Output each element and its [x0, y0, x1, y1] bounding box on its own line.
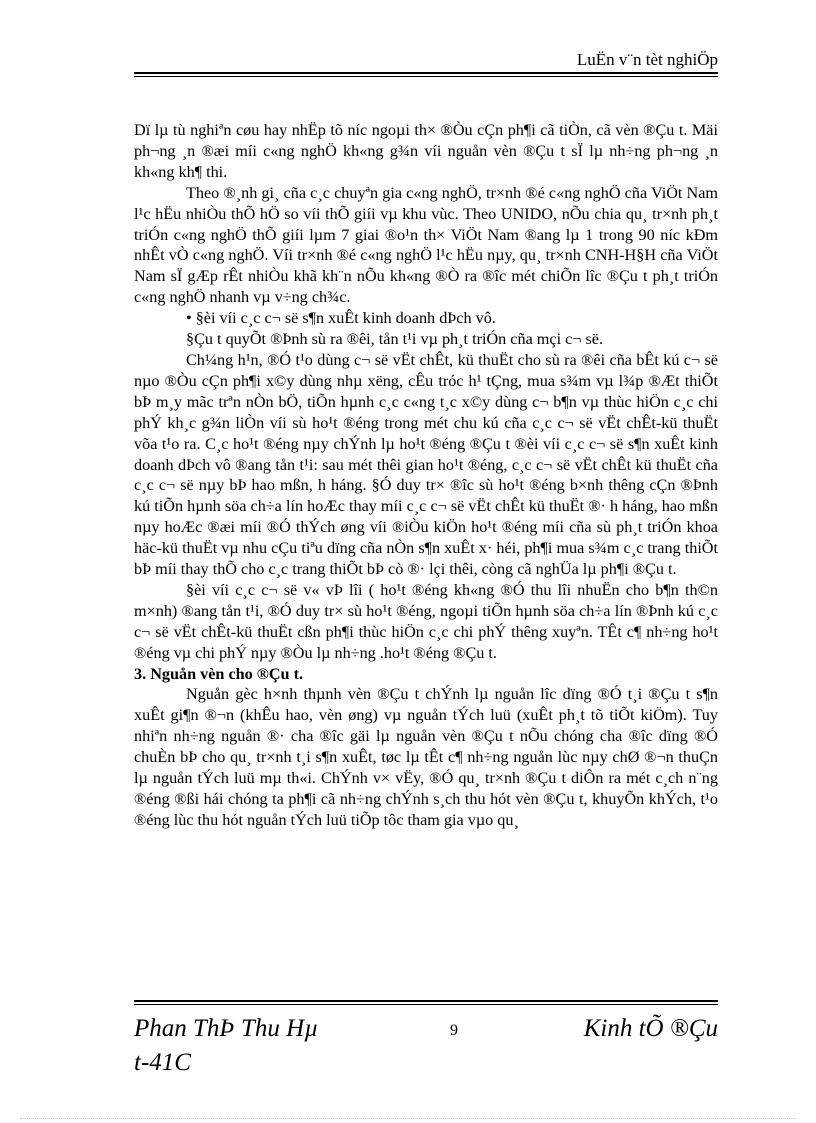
paragraph-3: §Çu t quyÕt ®Þnh sù ra ®êi, tån t¹i vµ ph¸t triÓn cña mçi c¬ së.	[186, 330, 604, 349]
footer-rule-thin	[134, 1004, 718, 1005]
footer-author-name: Phan ThÞ Thu Hµ	[134, 1015, 319, 1042]
footer-author-class: t-41C	[134, 1049, 191, 1076]
paragraph-6: Nguån gèc h×nh thµnh vèn ®Çu t chÝnh lµ nguån lîc dïng ®Ó t¸i ®Çu t s¶n xuÊt gi¶n ®¬n (khÊu hao, vèn øng) vµ nguån tÝch luü (xuÊt ph¸t tõ tiÕt kiÖm). Tuy nhiªn nh÷ng nguån ®· cha ®îc gäi lµ nguån vèn ®Çu t nÕu chóng cha ®îc dïng ®Ó chuÈn bÞ cho qu¸ tr×nh t¸i s¶n xuÊt, tøc lµ tÊt c¶ nh÷ng nguån lùc nµy chØ ®¬n thuÇn lµ nguån tÝch luü mµ th«i. ChÝnh v× vËy, ®Ó qu¸ tr×nh ®Çu t diÔn ra mét c¸ch n¨ng ®éng ®ßi hái chóng ta ph¶i cã nh÷ng chÝnh s¸ch thu hót vèn ®Çu t, khuyÕn khÝch, t¹o ®éng lùc thu hót nguån tÝch luü tiÕp tôc tham gia vµo qu¸	[134, 685, 718, 829]
header-rule-thin	[134, 76, 718, 77]
bullet-item: • §èi víi c¸c c¬ së s¶n xuÊt kinh doanh dÞch vô.	[186, 309, 496, 328]
paragraph-5: §èi víi c¸c c¬ së v« vÞ lîi ( ho¹t ®éng kh«ng ®Ó thu lîi nhuËn cho b¶n th©n m×nh) ®ang tån t¹i, ®Ó duy tr× sù ho¹t ®éng, ngoµi tiÕn hµnh söa ch÷a lín ®Þnh kú c¸c c¬ së vËt chÊt-kü thuËt cßn ph¶i thùc hiÖn c¸c chi phÝ thêng xuyªn. TÊt c¶ nh÷ng ho¹t ®éng vµ chi phÝ nµy ®Òu lµ nh÷ng .ho¹t ®éng ®Çu t.	[134, 580, 718, 662]
footer-rule-thick	[134, 1000, 718, 1002]
page-body	[134, 120, 718, 831]
running-header-title: LuËn v¨n tèt nghiÖp	[576, 50, 718, 69]
paragraph-1: Dï lµ tù nghiªn cøu hay nhËp tõ níc ngoµi th× ®Òu cÇn ph¶i cã tiÒn, cã vèn ®Çu t. Mäi ph¬ng ¸n ®æi míi c«ng nghÖ kh«ng g¾n víi nguån vèn ®Çu t sÏ lµ nh÷ng ph¬ng ¸n kh«ng kh¶ thi.	[134, 121, 718, 181]
page-number: 9	[450, 1022, 458, 1039]
footer-author-block	[134, 1012, 374, 1080]
paragraph-2: Theo ®¸nh gi¸ cña c¸c chuyªn gia c«ng nghÖ, tr×nh ®é c«ng nghÖ cña ViÖt Nam l¹c hËu nhiÒu thÕ hÖ so víi thÕ giíi vµ khu vùc. Theo UNIDO, nÕu chia qu¸ tr×nh ph¸t triÓn c«ng nghÖ thÕ giíi lµm 7 giai ®o¹n th× ViÖt Nam ®ang lµ 1 trong 90 níc kÐm nhÊt vÒ c«ng nghÖ. Víi tr×nh ®é c«ng nghÖ l¹c hËu nµy, qu¸ tr×nh CNH-H§H cña ViÖt Nam sÏ gÆp rÊt nhiÒu khã kh¨n nÕu kh«ng ®Ò ra ®îc mét chiÕn lîc ®Çu t ph¸t triÓn c«ng nghÖ nhanh vµ v÷ng ch¾c.	[134, 183, 718, 307]
page-edge-divider	[20, 1118, 796, 1119]
footer-major: Kinh tÕ ®Çu	[583, 1015, 718, 1042]
header-rule-thick	[134, 72, 718, 74]
section-heading: 3. Nguån vèn cho ®Çu t.	[134, 664, 304, 683]
paragraph-4: Ch¼ng h¹n, ®Ó t¹o dùng c¬ së vËt chÊt, kü thuËt cho sù ra ®êi cña bÊt kú c¬ së nµo ®Òu cÇn ph¶i x©y dùng nhµ xëng, cÊu tróc h¹ tÇng, mua s¾m vµ l¾p ®Æt thiÕt bÞ m¸y mãc trªn nÒn bÖ, tiÕn hµnh c¸c c«ng t¸c x©y dùng c¬ b¶n vµ thùc hiÖn c¸c chi phÝ kh¸c g¾n liÒn víi sù ho¹t ®éng trong mét chu kú cña c¸c c¬ së vËt chÊt-kü thuËt võa t¹o ra. C¸c ho¹t ®éng nµy chÝnh lµ ho¹t ®éng ®Çu t ®èi víi c¸c c¬ së s¶n xuÊt kinh doanh dÞch vô ®ang tån t¹i: sau mét thêi gian ho¹t ®éng, c¸c c¬ së vËt chÊt kü thuËt cña c¸c c¬ së nµy bÞ hao mßn, h háng. §Ó duy tr× ®îc sù ho¹t ®éng b×nh thêng cÇn ®Þnh kú tiÕn hµnh söa ch÷a lín hoÆc thay míi c¸c c¬ së vËt chÊt kü thuËt ®· h háng, hao mßn nµy hoÆc ®æi míi ®Ó thÝch øng víi ®iÒu kiÖn ho¹t ®éng míi cña sù ph¸t triÓn khoa häc-kü thuËt vµ nhu cÇu tiªu dïng cña nÒn s¶n xuÊt x· héi, ph¶i mua s¾m c¸c trang thiÕt bÞ míi thay thÕ cho c¸c trang thiÕt bÞ cò ®· lçi thêi, còng cã nghÜa lµ ph¶i ®Çu t.	[134, 350, 718, 579]
